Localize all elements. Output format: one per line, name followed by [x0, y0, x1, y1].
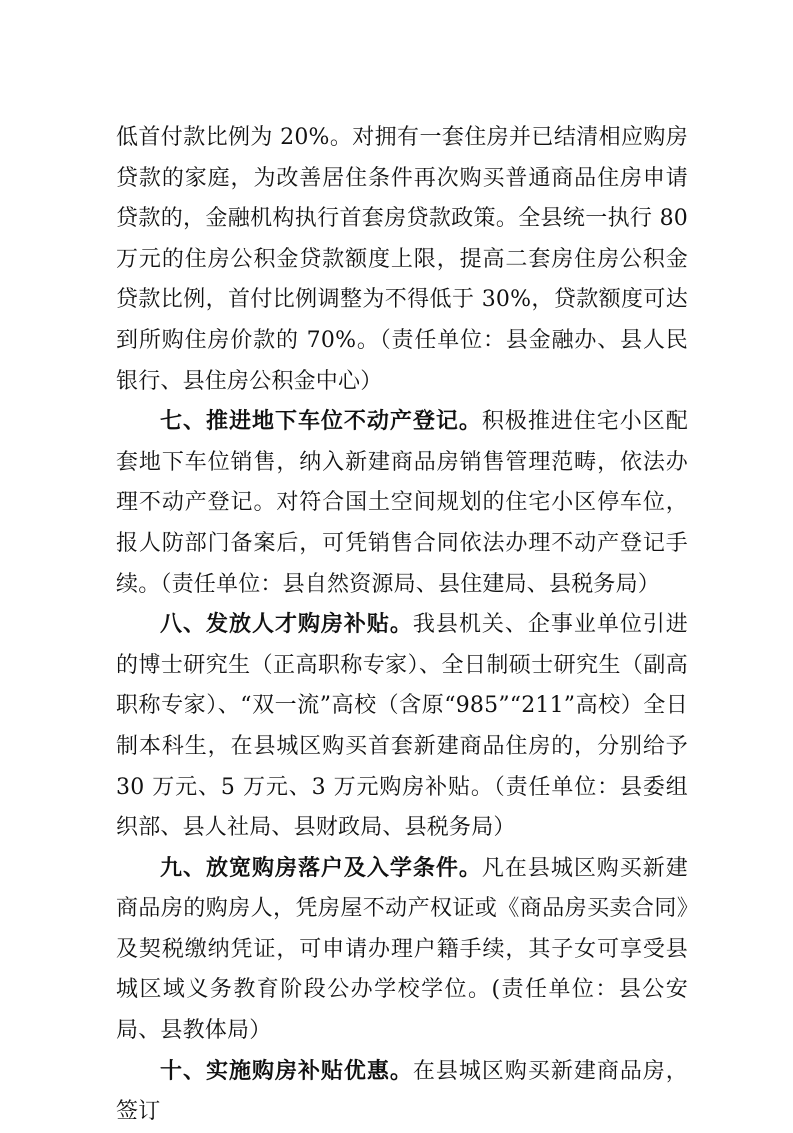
paragraph-body: 低首付款比例为 20%。对拥有一套住房并已结清相应购房贷款的家庭，为改善居住条件再次购买普通商品住房申请贷款的，金融机构执行首套房贷款政策。全县统一执行 80 万元的住房公积金贷款额度上限，提高二套房住房公积金贷款比例，首付比例调整为不得低于 30%，贷款额度可达到所购住房价款的 70%。（责任单位：县金融办、县人民银行、县住房公积金中心）: [116, 125, 688, 394]
section-heading: 七、推进地下车位不动产登记。: [160, 409, 482, 435]
document-page: [116, 118, 688, 1133]
paragraph-item-8: [116, 605, 688, 849]
section-heading: 九、放宽购房落户及入学条件。: [160, 855, 482, 881]
paragraph-body: 我县机关、企事业单位引进的博士研究生（正高职称专家）、全日制硕士研究生（副高职称专家）、“双一流”高校（含原“985”“211”高校）全日制本科生，在县城区购买首套新建商品住房的，分别给予 30 万元、5 万元、3 万元购房补贴。（责任单位：县委组织部、县人社局、县财政局、县税务局）: [116, 612, 689, 841]
paragraph-body: 积极推进住宅小区配套地下车位销售，纳入新建商品房销售管理范畴，依法办理不动产登记。对符合国土空间规划的住宅小区停车位，报人防部门备案后，可凭销售合同依法办理不动产登记手续。（责任单位：县自然资源局、县住建局、县税务局）: [116, 409, 688, 597]
paragraph-item-9: [116, 849, 688, 1052]
paragraph-body: 凡在县城区购买新建商品房的购房人，凭房屋不动产权证或《商品房买卖合同》及契税缴纳凭证，可申请办理户籍手续，其子女可享受县城区域义务教育阶段公办学校学位。(责任单位：县公安局、县教体局）: [116, 855, 688, 1044]
section-heading: 八、发放人才购房补贴。: [160, 612, 413, 638]
section-heading: 十、实施购房补贴优惠。: [160, 1058, 413, 1084]
paragraph-continuation: [116, 118, 688, 402]
paragraph-item-10: [116, 1052, 688, 1133]
paragraph-item-7: [116, 402, 688, 605]
paragraph-body: 在县城区购买新建商品房，签订: [116, 1058, 689, 1125]
